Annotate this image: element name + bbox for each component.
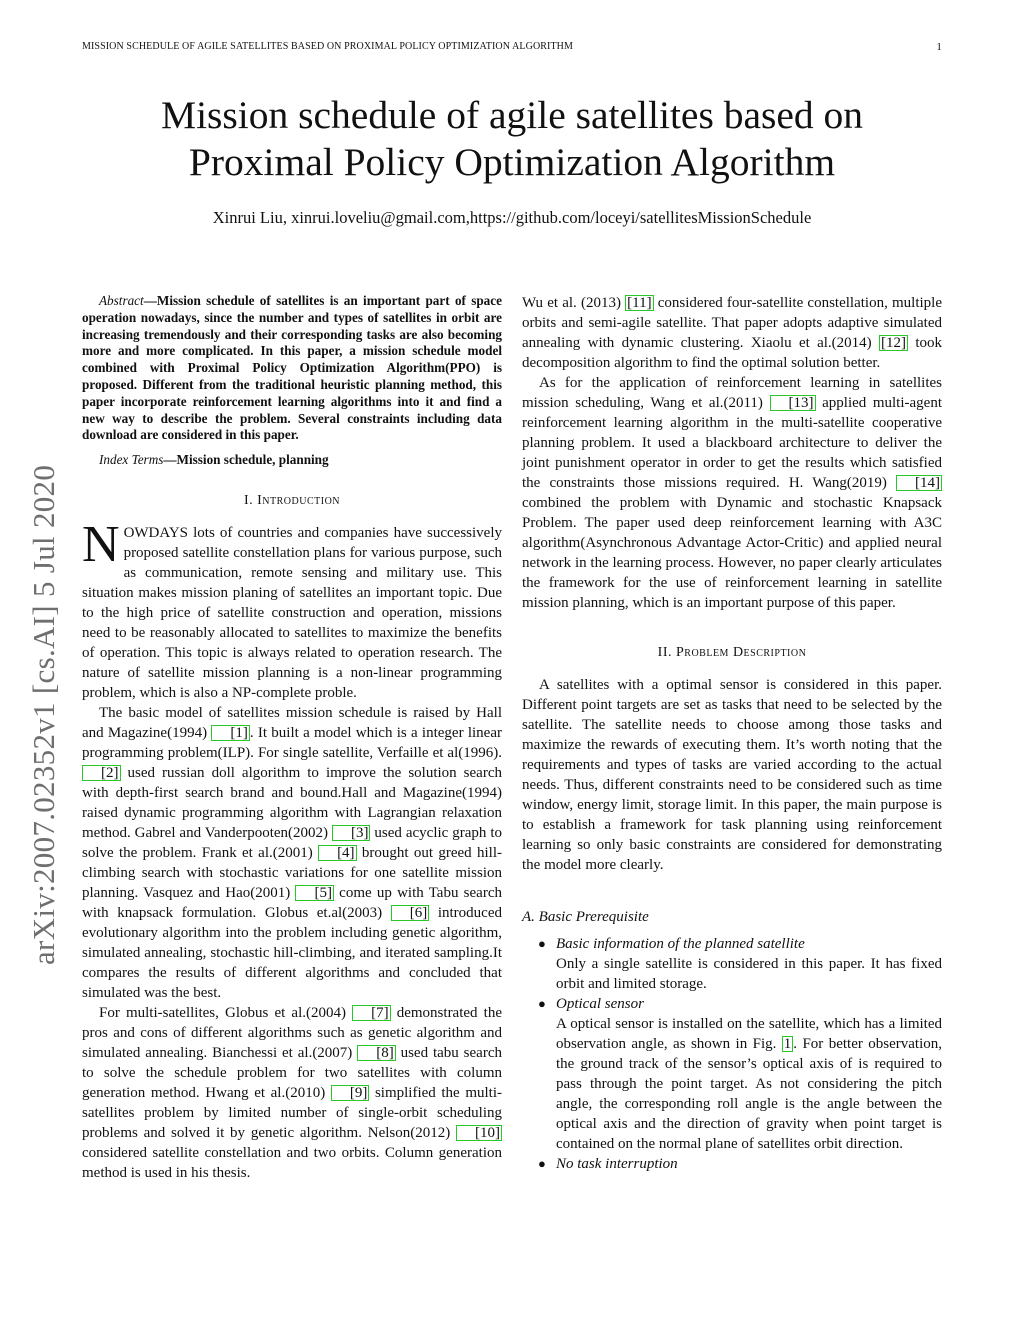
text-run: used tabu search to solve the schedule problem for two satellites with column generation method. Hwang et al.(2010) [82,1044,502,1101]
text-run: took decomposition algorithm to find the optimal solution better. [522,335,942,371]
right-column [522,293,942,1174]
text-run: Wu et al. (2013) [522,295,626,311]
list-item-heading: Optical sensor [556,996,644,1012]
citation-link[interactable]: [5] [295,885,334,901]
citation-link[interactable]: [3] [332,825,371,841]
citation-link[interactable]: [7] [352,1005,391,1021]
citation-link[interactable]: [2] [82,765,121,781]
bullet-icon: ● [538,996,546,1011]
text-run: introduced evolutionary algorithm into the problem including genetic algorithm, simulated annealing, stochastic hill-climbing, and iterated sampling.It compares the results of different algorithms and concluded that simulated was the best. [82,904,502,1001]
text-run: considered satellite constellation and two orbits. Column generation method is used in his thesis. [82,1144,502,1181]
drop-cap: N [82,515,120,573]
intro-paragraph-5 [522,373,942,613]
paper-title [82,92,942,186]
citation-link[interactable]: [6] [391,905,430,921]
arxiv-stamp-text[interactable]: arXiv:2007.02352v1 [cs.AI] 5 Jul 2020 [26,464,61,965]
abstract-text: —Mission schedule of satellites is an important part of space operation nowadays, since the number and types of satellites in orbit are increasing tremendously and their corresponding tasks are also becoming more and more complicated. In this paper, a mission schedule model combined with Proximal Policy Optimization Algorithm(PPO) is proposed. Different from the traditional heuristic planning method, this paper incorporate reinforcement learning algorithms into it and find a new way to describe the problem. Several constraints including data download are considered in this paper. [82,293,502,443]
list-item [522,1154,942,1174]
problem-paragraph-1: A satellites with a optimal sensor is considered in this paper. Different point targets are set as tasks that need to be selected by the satellite. The satellite needs to choose among those tasks and maximize the rewards of executing them. It’s worth noting that the requirements and types of tasks are varied according to the actual needs. Thus, different constraints need to be considered such as time window, energy limit, storage limit. In this paper, the main purpose is to establish a framework for task planning using reinforcement learning so only basic constraints are considered for demonstrating the model more clearly. [522,677,942,873]
title-line-1: Mission schedule of agile satellites based on [160,93,864,137]
prerequisite-list [522,934,942,1174]
citation-link[interactable]: [13] [770,395,816,411]
title-block [82,92,942,228]
index-terms [82,452,502,469]
list-item-text: . For better observation, the ground track of the sensor’s optical axis of is required to pass through the point target. As not considering the pitch angle, the corresponding roll angle is the angle between the optical axis and the direction of gravity when point target is contained on the normal plane of satellites orbit direction. [556,1036,943,1152]
index-terms-label: Index Terms [99,452,164,468]
text-run: demonstrated the pros and cons of different algorithms such as genetic algorithm and simulated annealing. Bianchessi et al.(2007) [82,1004,502,1061]
figure-link[interactable]: 1 [783,1036,792,1052]
text-run: brought out greed hill-climbing search with stochastic variations for one satellite mission planning. Vasquez and Hao(2001) [82,844,502,901]
list-item-heading: Basic information of the planned satellite [556,936,805,952]
citation-link[interactable]: [9] [331,1085,370,1101]
abstract-label: Abstract [99,293,144,308]
intro-paragraph-2 [82,703,502,1003]
section-number: II. [657,645,672,660]
text-run: applied multi-agent reinforcement learning algorithm in the multi-satellite cooperative planning problem. It used a blackboard architecture to deliver the joint punishment operator in order to get the results which satisfied the constraints those missions required. H. Wang(2019) [522,395,942,491]
intro-p1-text: OWDAYS lots of countries and companies have successively proposed satellite constellation plans for various purpose, such as communication, remote sensing and military use. This situation makes mission planing of satellites an important topic. Due to the high price of satellite construction and operation, missions need to be reasonably allocated to satellites to maximize the benefits of operation. This topic is always related to operation research. The nature of satellite mission planning is a non-linear programming problem, which is also a NP-complete proble. [82,524,502,701]
subsection-heading-basic-prerequisite: A. Basic Prerequisite [522,909,649,925]
citation-link[interactable]: [11] [627,295,652,311]
list-item [522,994,942,1154]
section-number: I. [243,492,254,508]
list-item [522,934,942,994]
text-run: come up with Tabu search with knapsack formulation. Globus et.al(2003) [82,884,502,921]
citation-link[interactable]: [4] [318,845,357,861]
arxiv-stamp [24,385,64,965]
text-run: . It built a model which is a integer linear programming problem(ILP). For single satellite, Verfaille et al(1996). [82,724,502,761]
bullet-icon: ● [538,1156,546,1171]
intro-paragraph-3 [82,1003,502,1183]
citation-link[interactable]: [12] [881,335,906,351]
section-title: Introduction [257,492,341,508]
section-heading-problem-description [522,643,942,663]
running-title: MISSION SCHEDULE OF AGILE SATELLITES BASED ON PROXIMAL POLICY OPTIMIZATION ALGORITHM [82,41,573,52]
page-number: 1 [936,41,942,53]
text-run: As for the application of reinforcement learning in satellites mission scheduling, Wang et al.(2011) [522,375,942,411]
index-terms-text: —Mission schedule, planning [163,452,329,468]
text-run: The basic model of satellites mission schedule is raised by Hall and Magazine(1994) [82,704,502,741]
citation-link[interactable]: [1] [211,725,250,741]
citation-link[interactable]: [8] [357,1045,396,1061]
section-heading-introduction [82,491,502,511]
list-item-heading: No task interruption [556,1156,678,1172]
text-run: used acyclic graph to solve the problem. Frank et al.(2001) [82,824,502,861]
author-line[interactable]: Xinrui Liu, xinrui.loveliu@gmail.com,https://github.com/loceyi/satellitesMissionSchedule [212,208,812,227]
citation-link[interactable]: [14] [896,475,942,491]
text-run: considered four-satellite constellation, multiple orbits and semi-agile satellite. That paper adopts adaptive simulated annealing with dynamic clustering. Xiaolu et al.(2014) [522,295,942,351]
list-item-text: Only a single satellite is considered in this paper. It has fixed orbit and limited storage. [556,956,942,992]
text-run: used russian doll algorithm to improve the solution search with depth-first search brand and bound.Hall and Magazine(1994) raised dynamic programming algorithm with Lagrangian relaxation method. Gabrel and Vanderpooten(2002) [82,764,502,841]
intro-paragraph-4 [522,293,942,373]
text-run: combined the problem with Dynamic and stochastic Knapsack Problem. The paper used deep reinforcement learning with A3C algorithm(Asynchronous Advantage Actor-Critic) and applied neural network in the learning process. However, no paper clearly articulates the framework for the use of reinforcement learning in satellite mission planning, which is an important purpose of this paper. [522,495,942,611]
bullet-icon: ● [538,936,546,951]
intro-paragraph-1 [82,515,502,703]
text-run: simplified the multi-satellites problem by limited number of single-orbit scheduling problems and solved it by genetic algorithm. Nelson(2012) [82,1084,502,1141]
abstract [82,293,502,444]
section-title: Problem Description [675,645,807,660]
title-line-2: Proximal Policy Optimization Algorithm [188,140,836,184]
list-item-text: A optical sensor is installed on the satellite, which has a limited observation angle, as shown in Fig. [556,1016,942,1052]
running-header [82,41,942,55]
citation-link[interactable]: [10] [456,1125,502,1141]
left-column [82,293,502,1183]
text-run: For multi-satellites, Globus et al.(2004) [99,1004,353,1021]
